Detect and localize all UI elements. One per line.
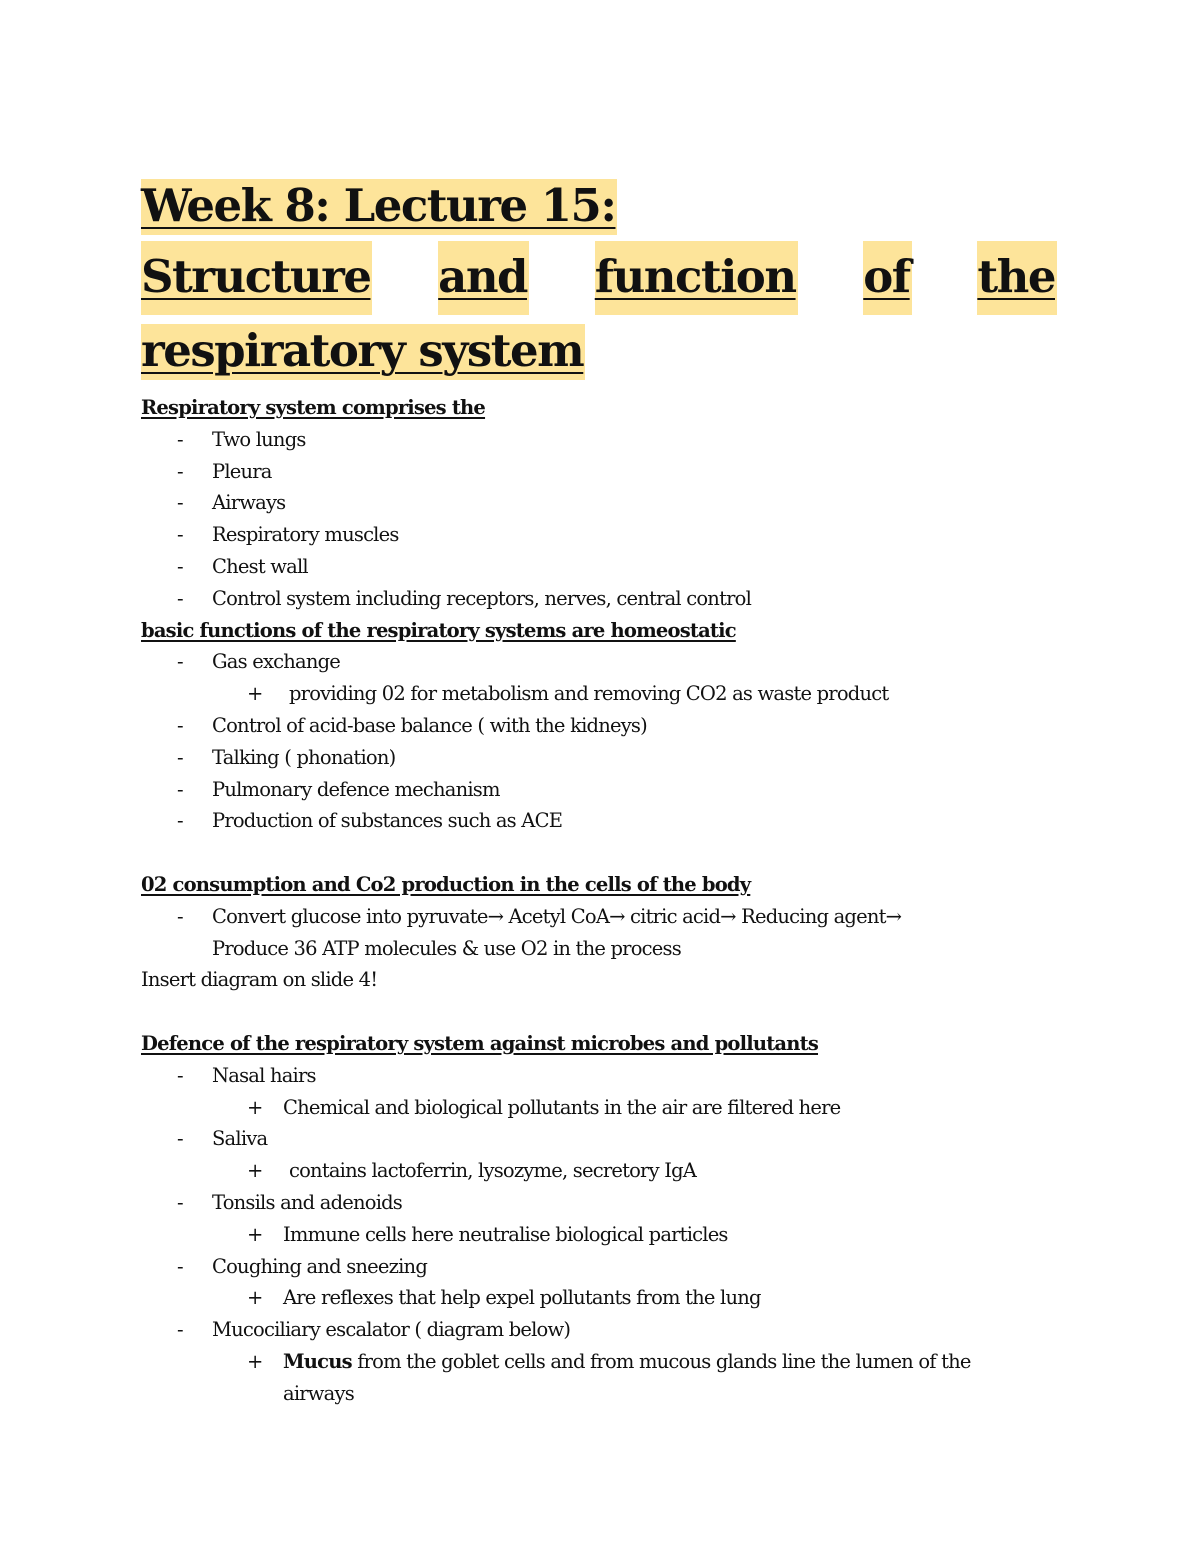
list-item: - Production of substances such as ACE bbox=[177, 809, 563, 833]
list-item: - Tonsils and adenoids bbox=[177, 1190, 403, 1214]
title-word: of bbox=[863, 241, 911, 315]
section-heading-functions: basic functions of the respiratory systems are homeostatic bbox=[141, 618, 736, 642]
list-item: - Two lungs bbox=[177, 427, 306, 451]
sub-list-item: + contains lactoferrin, lysozyme, secretory IgA bbox=[247, 1159, 697, 1183]
title-word: the bbox=[977, 241, 1057, 315]
title-word: Structure bbox=[141, 241, 372, 315]
list-item: - Pleura bbox=[177, 459, 272, 483]
section-heading-comprises: Respiratory system comprises the bbox=[141, 396, 486, 419]
list-item: - Talking ( phonation) bbox=[177, 745, 396, 769]
list-item: - Nasal hairs bbox=[177, 1063, 316, 1087]
list-item: - Chest wall bbox=[177, 554, 308, 578]
list-item: - Mucociliary escalator ( diagram below) bbox=[177, 1318, 571, 1342]
title-line-2 bbox=[141, 241, 1057, 315]
sub-list-item: + Chemical and biological pollutants in the air are filtered here bbox=[247, 1095, 841, 1119]
keyword-mucus: Mucus bbox=[283, 1349, 352, 1373]
title-word: and bbox=[438, 241, 529, 315]
blank-line bbox=[141, 996, 1057, 1028]
sub-list-item-continuation: airways bbox=[283, 1381, 354, 1405]
list-item: - Control system including receptors, nerves, central control bbox=[177, 586, 752, 610]
document-page bbox=[141, 170, 1057, 1410]
sub-list-item: + Immune cells here neutralise biological particles bbox=[247, 1222, 728, 1246]
title-line-1: Week 8: Lecture 15: bbox=[141, 170, 1057, 241]
note-text: Insert diagram on slide 4! bbox=[141, 968, 378, 992]
title-word: function bbox=[595, 241, 798, 315]
blank-line bbox=[141, 837, 1057, 869]
title-line-3: respiratory system bbox=[141, 315, 1057, 386]
list-item-continuation: Produce 36 ATP molecules & use O2 in the process bbox=[212, 936, 681, 960]
list-item: - Gas exchange bbox=[177, 650, 341, 674]
list-item: - Coughing and sneezing bbox=[177, 1254, 428, 1278]
list-item: - Airways bbox=[177, 491, 286, 515]
section-heading-consumption: 02 consumption and Co2 production in the cells of the body bbox=[141, 872, 751, 896]
list-item: - Convert glucose into pyruvate→ Acetyl CoA→ citric acid→ Reducing agent→ bbox=[177, 904, 902, 928]
list-item: - Control of acid-base balance ( with the kidneys) bbox=[177, 713, 647, 737]
list-item: - Respiratory muscles bbox=[177, 523, 399, 547]
sub-list-item: + Mucus from the goblet cells and from mucous glands line the lumen of the bbox=[247, 1349, 971, 1373]
list-item: - Pulmonary defence mechanism bbox=[177, 777, 500, 801]
sub-list-item: + providing 02 for metabolism and removing CO2 as waste product bbox=[247, 682, 889, 706]
list-item: - Saliva bbox=[177, 1127, 268, 1151]
sub-list-item: + Are reflexes that help expel pollutants from the lung bbox=[247, 1286, 761, 1310]
section-heading-defence: Defence of the respiratory system against microbes and pollutants bbox=[141, 1031, 819, 1055]
